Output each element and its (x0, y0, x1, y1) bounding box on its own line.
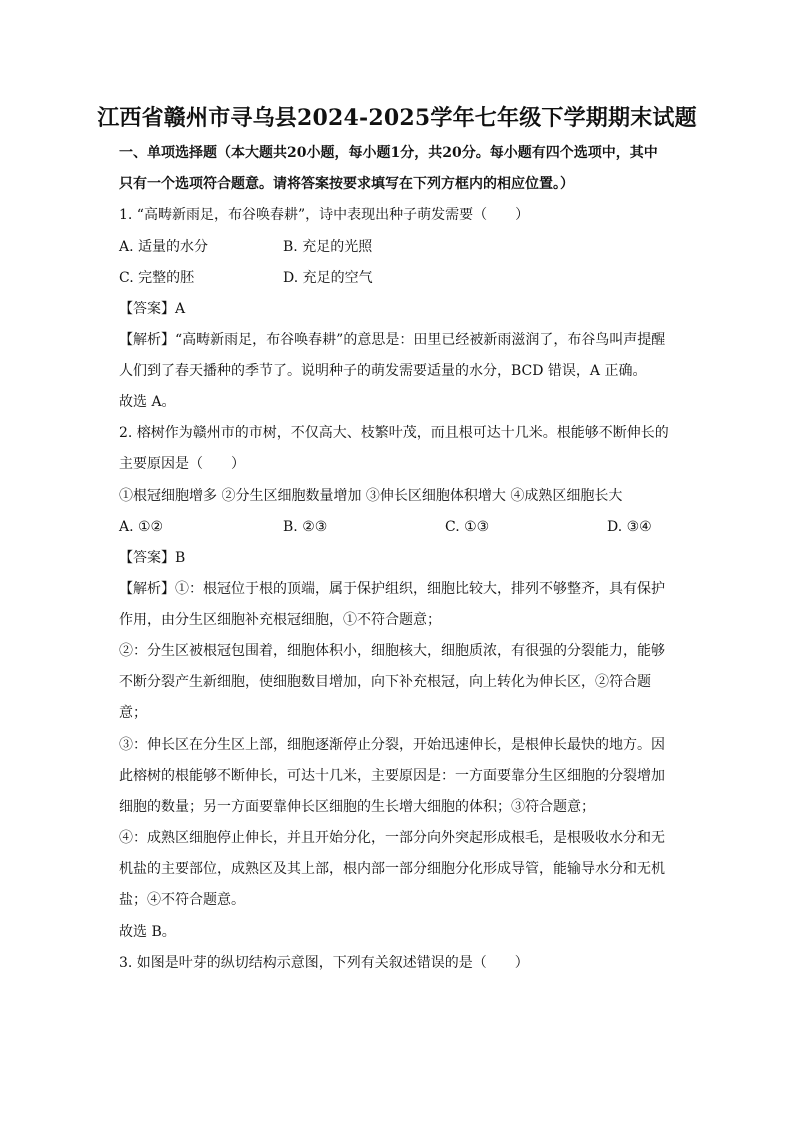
question-2-statements: ①根冠细胞增多 ②分生区细胞数量增加 ③伸长区细胞体积增大 ④成熟区细胞长大 (119, 488, 623, 504)
question-2-analysis-line: 此榕树的根能够不断伸长，可达十几米，主要原因是：一方面要靠分生区细胞的分裂增加 (119, 768, 665, 784)
question-1-option-c: C. 完整的胚 (119, 270, 195, 286)
question-2-analysis-line: 【解析】①：根冠位于根的顶端，属于保护组织，细胞比较大，排列不够整齐，具有保护 (119, 581, 665, 597)
question-1-analysis-line: 【解析】“高畴新雨足，布谷唤春耕”的意思是：田里已经被新雨滋润了，布谷鸟叫声提醒 (119, 332, 666, 348)
question-2-analysis-line: 盐；④不符合题意。 (119, 892, 245, 908)
question-2-analysis-line: 不断分裂产生新细胞，使细胞数目增加，向下补充根冠，向上转化为伸长区，②符合题 (119, 674, 651, 690)
question-2-analysis-line: ②：分生区被根冠包围着，细胞体积小，细胞核大，细胞质浓，有很强的分裂能力，能够 (119, 643, 665, 659)
question-2-answer: 【答案】B (119, 550, 186, 566)
question-2-analysis-line: 作用，由分生区细胞补充根冠细胞，①不符合题意； (119, 612, 441, 628)
question-2-stem-line: 主要原因是（ ） (119, 456, 245, 472)
question-2-analysis-line: ④：成熟区细胞停止伸长，并且开始分化，一部分向外突起形成根毛，是根吸收水分和无 (119, 830, 665, 846)
question-2-stem-line: 2. 榕树作为赣州市的市树，不仅高大、枝繁叶茂，而且根可达十几米。根能够不断伸长的 (119, 425, 669, 441)
question-1-conclusion: 故选 A。 (119, 394, 176, 410)
section-heading-line-2: 只有一个选项符合题意。请将答案按要求填写在下列方框内的相应位置。） (119, 176, 574, 192)
question-1-analysis-line: 人们到了春天播种的季节了。说明种子的萌发需要适量的水分，BCD 错误，A 正确。 (119, 363, 647, 379)
question-2-analysis-line: 意； (119, 705, 147, 721)
exam-title: 江西省赣州市寻乌县2024-2025学年七年级下学期期末试题 (97, 105, 697, 131)
question-1-option-a: A. 适量的水分 (119, 239, 209, 255)
question-2-option-a: A. ①② (119, 519, 164, 535)
question-2-option-b: B. ②③ (283, 519, 328, 535)
question-1-stem: 1. “高畴新雨足，布谷唤春耕”，诗中表现出种子萌发需要（ ） (119, 207, 530, 223)
question-1-option-d: D. 充足的空气 (283, 270, 373, 286)
question-1-option-b: B. 充足的光照 (283, 239, 373, 255)
question-2-option-c: C. ①③ (445, 519, 490, 535)
section-heading-line-1: 一、单项选择题（本大题共20小题，每小题1分，共20分。每小题有四个选项中，其中 (119, 145, 658, 161)
question-3-stem: 3. 如图是叶芽的纵切结构示意图，下列有关叙述错误的是（ ） (119, 955, 529, 971)
question-2-analysis-line: 细胞的数量；另一方面要靠伸长区细胞的生长增大细胞的体积；③符合题意； (119, 799, 595, 815)
question-2-conclusion: 故选 B。 (119, 924, 176, 940)
question-2-analysis-line: 机盐的主要部位，成熟区及其上部，根内部一部分细胞分化形成导管，能输导水分和无机 (119, 861, 665, 877)
question-2-analysis-line: ③：伸长区在分生区上部，细胞逐渐停止分裂，开始迅速伸长，是根伸长最快的地方。因 (119, 737, 665, 753)
question-1-answer: 【答案】A (119, 301, 186, 317)
question-2-option-d: D. ③④ (607, 519, 652, 535)
